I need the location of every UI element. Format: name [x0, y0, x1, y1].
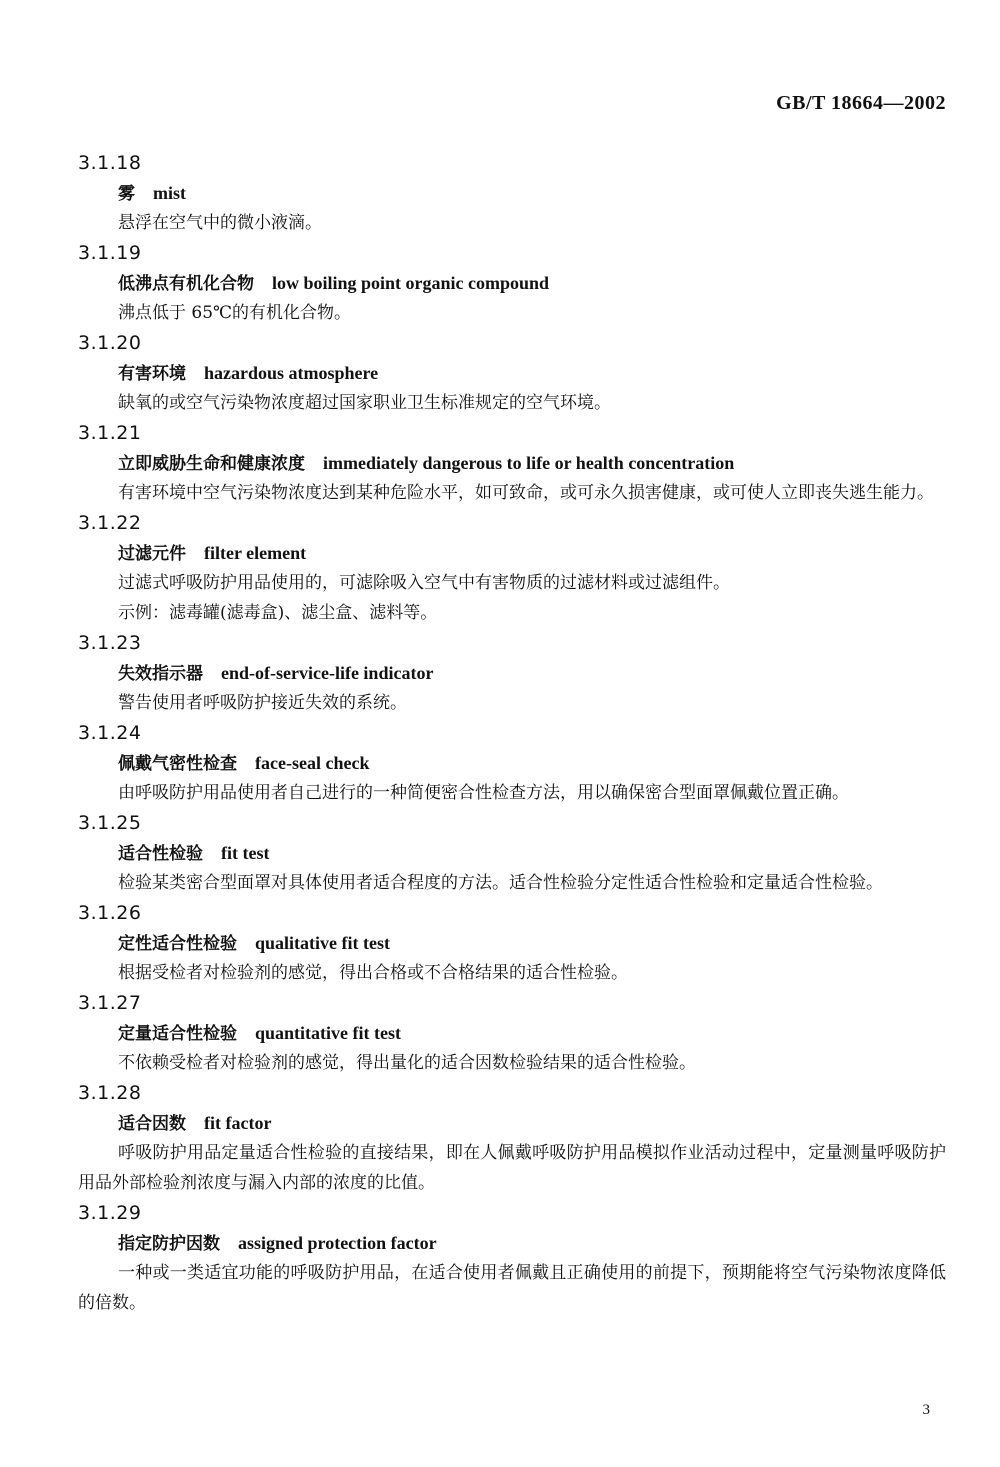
clause-number: 3.1.27 — [78, 992, 142, 1014]
term-chinese: 过滤元件 — [118, 544, 186, 564]
term-definition: 有害环境中空气污染物浓度达到某种危险水平，如可致命，或可永久损害健康，或可使人立即丧失逃生能力。 — [118, 483, 934, 503]
term-entry — [0, 418, 1000, 508]
term-heading — [0, 448, 1000, 478]
term-english: assigned protection factor — [238, 1233, 437, 1253]
term-english: immediately dangerous to life or health concentration — [323, 453, 735, 473]
term-chinese: 立即威胁生命和健康浓度 — [118, 454, 305, 474]
term-entry — [0, 988, 1000, 1078]
term-entry — [0, 508, 1000, 628]
term-chinese: 失效指示器 — [118, 664, 203, 684]
term-entry — [0, 628, 1000, 718]
term-heading — [0, 838, 1000, 868]
clause-number: 3.1.26 — [78, 902, 142, 924]
term-chinese: 适合性检验 — [118, 844, 203, 864]
term-definition: 警告使用者呼吸防护接近失效的系统。 — [118, 693, 407, 713]
term-heading — [0, 538, 1000, 568]
standard-code: GB/T 18664—2002 — [776, 92, 946, 114]
term-english: hazardous atmosphere — [204, 363, 379, 383]
clause-number: 3.1.20 — [78, 332, 142, 354]
term-chinese: 有害环境 — [118, 364, 186, 384]
term-heading — [0, 1108, 1000, 1138]
term-english: mist — [153, 183, 186, 203]
term-definition: 一种或一类适宜功能的呼吸防护用品，在适合使用者佩戴且正确使用的前提下，预期能将空气污染物浓度降低的倍数。 — [78, 1263, 946, 1313]
term-entry — [0, 1078, 1000, 1198]
term-english: filter element — [204, 543, 307, 563]
term-definition: 沸点低于 65℃的有机化合物。 — [118, 303, 352, 323]
term-entry — [0, 238, 1000, 328]
term-chinese: 定性适合性检验 — [118, 934, 237, 954]
term-example: 示例：滤毒罐(滤毒盒)、滤尘盒、滤料等。 — [118, 603, 438, 623]
term-definition: 根据受检者对检验剂的感觉，得出合格或不合格结果的适合性检验。 — [118, 963, 628, 983]
term-entry — [0, 718, 1000, 808]
clause-number: 3.1.21 — [78, 422, 142, 444]
term-heading — [0, 748, 1000, 778]
term-definition: 缺氧的或空气污染物浓度超过国家职业卫生标准规定的空气环境。 — [118, 393, 611, 413]
term-definition: 呼吸防护用品定量适合性检验的直接结果，即在人佩戴呼吸防护用品模拟作业活动过程中，定量测量呼吸防护用品外部检验剂浓度与漏入内部的浓度的比值。 — [78, 1143, 946, 1193]
term-definition: 由呼吸防护用品使用者自己进行的一种简便密合性检查方法，用以确保密合型面罩佩戴位置正确。 — [118, 783, 849, 803]
clause-number: 3.1.29 — [78, 1202, 142, 1224]
term-heading — [0, 1018, 1000, 1048]
page-number: 3 — [922, 1402, 930, 1418]
term-chinese: 低沸点有机化合物 — [118, 274, 254, 294]
term-entry — [0, 808, 1000, 898]
term-heading — [0, 928, 1000, 958]
clause-number: 3.1.18 — [78, 152, 142, 174]
term-definition: 过滤式呼吸防护用品使用的，可滤除吸入空气中有害物质的过滤材料或过滤组件。 — [118, 573, 730, 593]
term-chinese: 指定防护因数 — [118, 1234, 220, 1254]
clause-number: 3.1.25 — [78, 812, 142, 834]
clause-number: 3.1.28 — [78, 1082, 142, 1104]
term-english: face-seal check — [255, 753, 370, 773]
term-entry — [0, 1198, 1000, 1318]
terms-list — [0, 148, 1000, 1318]
clause-number: 3.1.24 — [78, 722, 142, 744]
term-entry — [0, 898, 1000, 988]
term-english: end-of-service-life indicator — [221, 663, 434, 683]
term-definition: 悬浮在空气中的微小液滴。 — [118, 213, 322, 233]
term-heading — [0, 268, 1000, 298]
term-chinese: 佩戴气密性检查 — [118, 754, 237, 774]
clause-number: 3.1.19 — [78, 242, 142, 264]
term-chinese: 雾 — [118, 184, 135, 204]
term-english: fit factor — [204, 1113, 272, 1133]
term-entry — [0, 328, 1000, 418]
term-heading — [0, 178, 1000, 208]
term-entry — [0, 148, 1000, 238]
term-definition: 不依赖受检者对检验剂的感觉，得出量化的适合因数检验结果的适合性检验。 — [118, 1053, 696, 1073]
term-english: fit test — [221, 843, 270, 863]
term-chinese: 定量适合性检验 — [118, 1024, 237, 1044]
term-definition: 检验某类密合型面罩对具体使用者适合程度的方法。适合性检验分定性适合性检验和定量适合性检验。 — [118, 873, 883, 893]
term-english: low boiling point organic compound — [272, 273, 550, 293]
term-heading — [0, 358, 1000, 388]
clause-number: 3.1.22 — [78, 512, 142, 534]
term-heading — [0, 658, 1000, 688]
clause-number: 3.1.23 — [78, 632, 142, 654]
term-english: quantitative fit test — [255, 1023, 401, 1043]
term-chinese: 适合因数 — [118, 1114, 186, 1134]
term-heading — [0, 1228, 1000, 1258]
term-english: qualitative fit test — [255, 933, 390, 953]
